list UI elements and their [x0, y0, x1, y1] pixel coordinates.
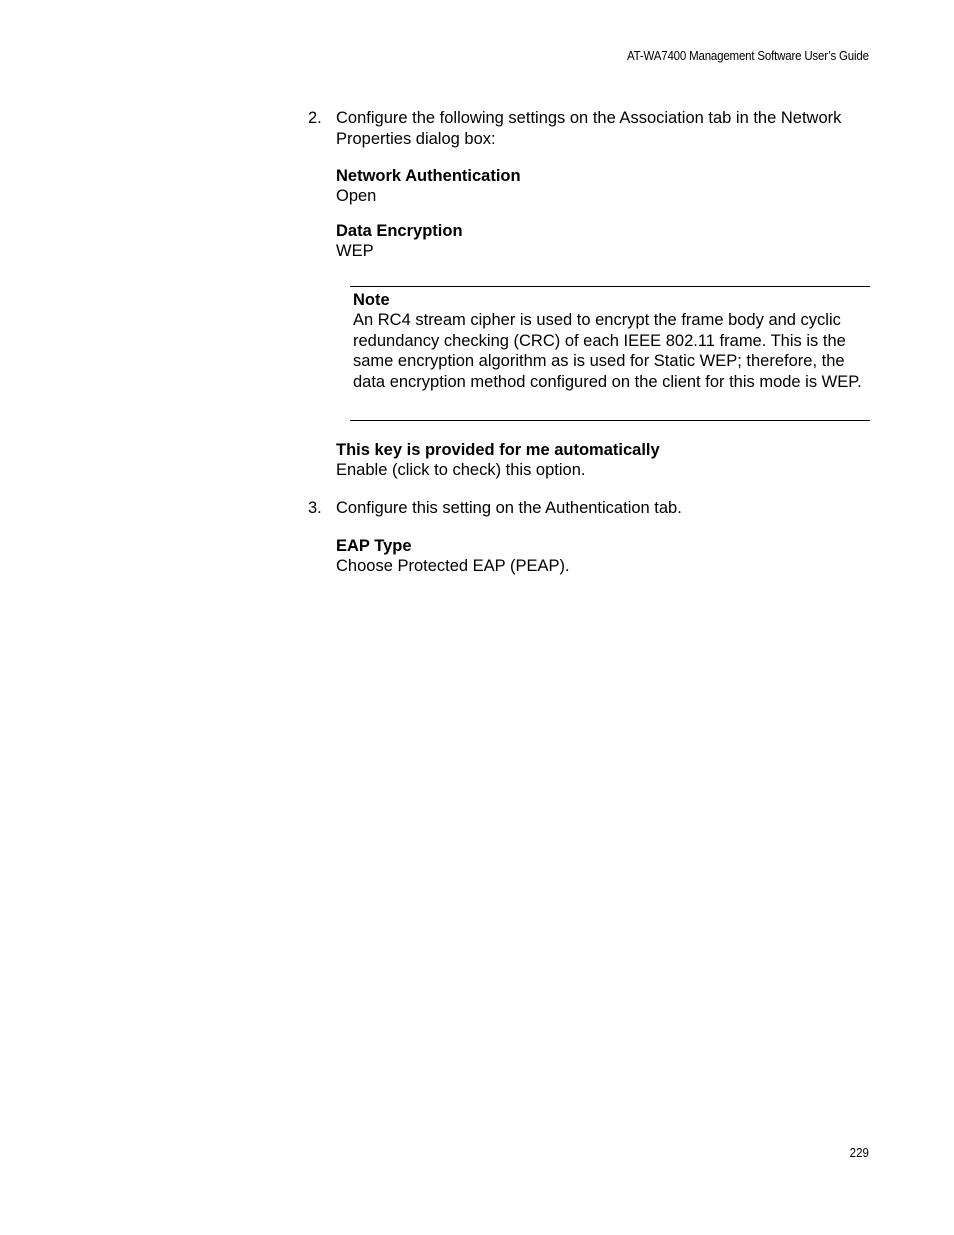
step-number: 3.	[308, 499, 322, 517]
note-title: Note	[353, 291, 390, 309]
field-value: WEP	[336, 242, 374, 260]
field-value: Open	[336, 187, 377, 205]
step-text: Configure this setting on the Authentication tab.	[336, 499, 682, 517]
field-label: EAP Type	[336, 537, 412, 555]
page-number: 229	[849, 1146, 869, 1160]
field-data-encryption	[336, 221, 870, 261]
running-header: AT-WA7400 Management Software User’s Guide	[627, 49, 869, 63]
field-value: Enable (click to check) this option.	[336, 461, 586, 479]
field-value: Choose Protected EAP (PEAP).	[336, 557, 570, 575]
step-text: Configure the following settings on the Association tab in the Network Properties dialog box:	[336, 109, 842, 148]
field-key-provided-automatically	[336, 440, 870, 480]
field-label: Data Encryption	[336, 222, 463, 240]
field-label: This key is provided for me automatically	[336, 441, 660, 459]
field-network-authentication	[336, 166, 870, 206]
note-box	[350, 286, 870, 421]
field-label: Network Authentication	[336, 167, 521, 185]
step-number: 2.	[308, 109, 322, 127]
note-body: An RC4 stream cipher is used to encrypt the frame body and cyclic redundancy checking (CRC) of each IEEE 802.11 frame. This is the same encryption algorithm as is used for Static WEP; therefore, the data encryption method configured on the client for this mode is WEP.	[353, 311, 862, 391]
field-eap-type	[336, 536, 870, 576]
